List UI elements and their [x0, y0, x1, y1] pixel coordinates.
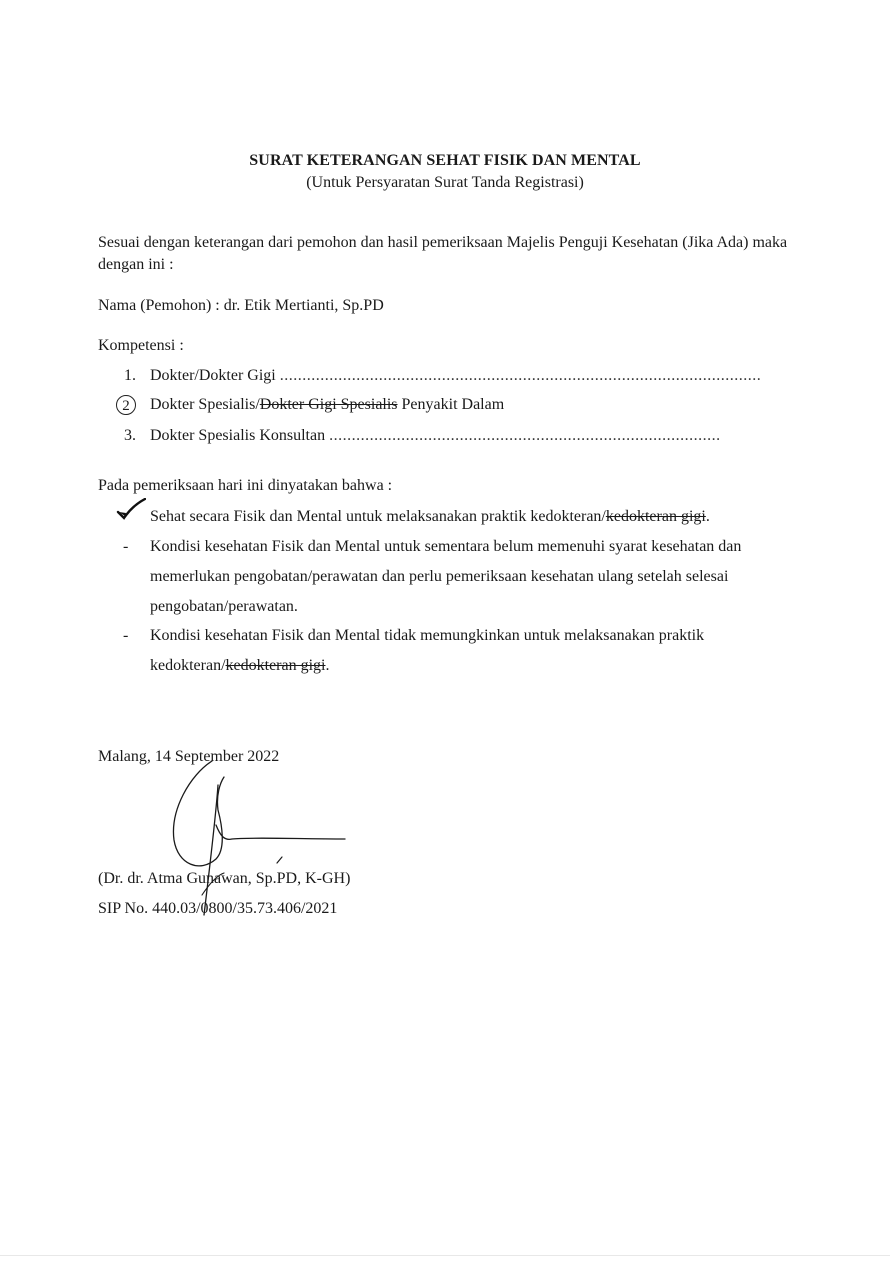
- kompetensi-text: Dokter Spesialis/: [150, 396, 260, 413]
- signer-name: (Dr. dr. Atma Gunawan, Sp.PD, K-GH): [98, 870, 351, 887]
- struck-text: Dokter Gigi Spesialis: [259, 396, 398, 413]
- kompetensi-dots: .......................................................................................: [329, 427, 721, 444]
- finding-text: Kondisi kesehatan Fisik dan Mental untuk sementara belum memenuhi syarat kesehatan dan memerlukan pengobatan/perawatan dan perlu pemeriksaan kesehatan ulang setelah selesai pengobatan/perawatan.: [150, 538, 742, 615]
- bullet-dash: -: [123, 627, 129, 644]
- finding-item: [150, 532, 790, 622]
- kompetensi-dots: ...........................................................................................................: [279, 367, 762, 384]
- finding-suffix: .: [325, 657, 330, 674]
- check-mark-icon: [116, 498, 146, 522]
- intro-paragraph: Sesuai dengan keterangan dari pemohon dan hasil pemeriksaan Majelis Penguji Kesehatan (Jika Ada) maka dengan ini :: [98, 234, 788, 273]
- sip-number: SIP No. 440.03/0800/35.73.406/2021: [98, 900, 338, 917]
- finding-item: [150, 502, 790, 532]
- struck-text: kedokteran gigi: [605, 508, 706, 525]
- circled-number: 2: [116, 395, 136, 415]
- finding-text: Kondisi kesehatan Fisik dan Mental tidak memungkinkan untuk melaksanakan praktik kedokteran/: [150, 627, 705, 674]
- kompetensi-text-suffix: Penyakit Dalam: [397, 396, 505, 413]
- kompetensi-number: 3.: [124, 427, 136, 444]
- document-title: SURAT KETERANGAN SEHAT FISIK DAN MENTAL: [249, 152, 641, 169]
- place-date: Malang, 14 September 2022: [98, 748, 280, 765]
- kompetensi-item: [150, 366, 761, 386]
- kompetensi-item: [150, 395, 504, 415]
- kompetensi-text: Dokter Spesialis Konsultan: [150, 427, 326, 444]
- kompetensi-number-circled: [116, 395, 136, 416]
- kompetensi-item: [150, 426, 721, 446]
- finding-text: Sehat secara Fisik dan Mental untuk melaksanakan praktik kedokteran/: [150, 508, 606, 525]
- findings-label: Pada pemeriksaan hari ini dinyatakan bahwa :: [98, 477, 393, 494]
- kompetensi-text: Dokter/Dokter Gigi: [150, 367, 276, 384]
- kompetensi-number: 1.: [124, 367, 136, 384]
- struck-text: kedokteran gigi: [225, 657, 326, 674]
- kompetensi-label: Kompetensi :: [98, 337, 184, 354]
- finding-item: [150, 621, 790, 681]
- document-subtitle: (Untuk Persyaratan Surat Tanda Registrasi): [306, 174, 584, 191]
- finding-suffix: .: [705, 508, 710, 525]
- applicant-name: Nama (Pemohon) : dr. Etik Mertianti, Sp.PD: [98, 297, 384, 314]
- page-edge-divider: [0, 1255, 890, 1256]
- bullet-dash: -: [123, 538, 129, 555]
